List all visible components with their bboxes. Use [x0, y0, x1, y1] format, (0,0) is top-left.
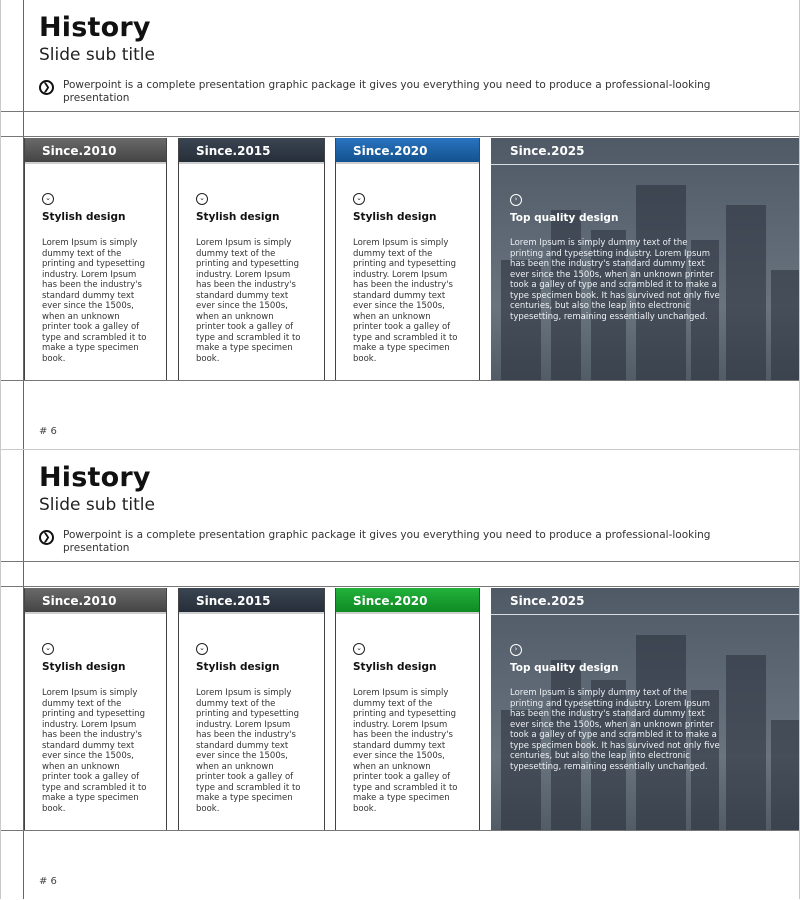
- card-heading: Since.2025: [491, 138, 799, 165]
- timeline-card: [24, 138, 167, 380]
- card-heading: Since.2025: [491, 588, 799, 615]
- chevron-right-circle-icon: ›: [510, 644, 522, 656]
- slide-2: [0, 449, 800, 899]
- chevron-down-circle-icon: ⌄: [42, 643, 54, 655]
- slide-title: History: [39, 12, 151, 43]
- city-background-panel: [491, 588, 799, 830]
- card-heading: Since.2010: [25, 588, 166, 614]
- chevron-right-circle-icon: ›: [510, 194, 522, 206]
- divider-line: [1, 561, 799, 562]
- building-shape: [726, 655, 766, 830]
- page-number: # 6: [39, 426, 57, 437]
- intro-block: [39, 79, 719, 105]
- feature-text: Lorem Ipsum is simply dummy text of the printing and typesetting industry. Lorem Ipsum has been the industry's standard dummy text ever since the 1500s, when an unknown printer took a galley of type and scrambled it to make a type specimen book. It has survived not only five centuries, but also the leap into electronic typesetting, remaining essentially unchanged.: [510, 688, 720, 772]
- slide-subtitle: Slide sub title: [39, 495, 155, 515]
- timeline-card: [178, 138, 325, 380]
- card-text: Lorem Ipsum is simply dummy text of the printing and typesetting industry. Lorem Ipsum has been the industry's standard dummy text ever since the 1500s, when an unknown printer took a galley of type and scrambled it to make a type specimen book.: [196, 688, 301, 814]
- feature-text: Lorem Ipsum is simply dummy text of the printing and typesetting industry. Lorem Ipsum has been the industry's standard dummy text ever since the 1500s, when an unknown printer took a galley of type and scrambled it to make a type specimen book. It has survived not only five centuries, but also the leap into electronic typesetting, remaining essentially unchanged.: [510, 238, 720, 322]
- timeline-card: [335, 588, 480, 830]
- card-title: Stylish design: [42, 211, 126, 223]
- divider-line: [1, 586, 799, 587]
- chevron-down-circle-icon: ⌄: [196, 193, 208, 205]
- divider-line: [1, 111, 799, 112]
- card-heading: Since.2020: [336, 138, 479, 164]
- card-text: Lorem Ipsum is simply dummy text of the printing and typesetting industry. Lorem Ipsum has been the industry's standard dummy text ever since the 1500s, when an unknown printer took a galley of type and scrambled it to make a type specimen book.: [353, 688, 458, 814]
- card-text: Lorem Ipsum is simply dummy text of the printing and typesetting industry. Lorem Ipsum has been the industry's standard dummy text ever since the 1500s, when an unknown printer took a galley of type and scrambled it to make a type specimen book.: [42, 688, 147, 814]
- feature-title: Top quality design: [510, 212, 619, 224]
- chevron-right-circle-icon: ❯: [39, 80, 54, 95]
- divider-line: [1, 380, 799, 381]
- intro-text: Powerpoint is a complete presentation graphic package it gives you everything you need to produce a professional-looking presentation: [63, 529, 711, 554]
- card-title: Stylish design: [353, 211, 437, 223]
- card-title: Stylish design: [353, 661, 437, 673]
- chevron-right-circle-icon: ❯: [39, 530, 54, 545]
- building-shape: [726, 205, 766, 380]
- chevron-down-circle-icon: ⌄: [353, 643, 365, 655]
- card-text: Lorem Ipsum is simply dummy text of the printing and typesetting industry. Lorem Ipsum has been the industry's standard dummy text ever since the 1500s, when an unknown printer took a galley of type and scrambled it to make a type specimen book.: [196, 238, 301, 364]
- slide-subtitle: Slide sub title: [39, 45, 155, 65]
- page-number: # 6: [39, 876, 57, 887]
- card-heading: Since.2015: [179, 138, 324, 164]
- chevron-down-circle-icon: ⌄: [353, 193, 365, 205]
- card-heading: Since.2020: [336, 588, 479, 614]
- timeline-card: [178, 588, 325, 830]
- feature-title: Top quality design: [510, 662, 619, 674]
- card-title: Stylish design: [196, 661, 280, 673]
- divider-line: [1, 830, 799, 831]
- intro-text: Powerpoint is a complete presentation graphic package it gives you everything you need to produce a professional-looking presentation: [63, 79, 711, 104]
- building-shape: [771, 270, 799, 380]
- building-shape: [771, 720, 799, 830]
- card-heading: Since.2015: [179, 588, 324, 614]
- chevron-down-circle-icon: ⌄: [196, 643, 208, 655]
- slide-title: History: [39, 462, 151, 493]
- slide-1: [0, 0, 800, 449]
- timeline-card: [335, 138, 480, 380]
- timeline-card: [24, 588, 167, 830]
- chevron-down-circle-icon: ⌄: [42, 193, 54, 205]
- card-text: Lorem Ipsum is simply dummy text of the printing and typesetting industry. Lorem Ipsum has been the industry's standard dummy text ever since the 1500s, when an unknown printer took a galley of type and scrambled it to make a type specimen book.: [42, 238, 147, 364]
- card-text: Lorem Ipsum is simply dummy text of the printing and typesetting industry. Lorem Ipsum has been the industry's standard dummy text ever since the 1500s, when an unknown printer took a galley of type and scrambled it to make a type specimen book.: [353, 238, 458, 364]
- city-background-panel: [491, 138, 799, 380]
- intro-block: [39, 529, 719, 555]
- card-title: Stylish design: [42, 661, 126, 673]
- card-heading: Since.2010: [25, 138, 166, 164]
- card-title: Stylish design: [196, 211, 280, 223]
- divider-line: [1, 136, 799, 137]
